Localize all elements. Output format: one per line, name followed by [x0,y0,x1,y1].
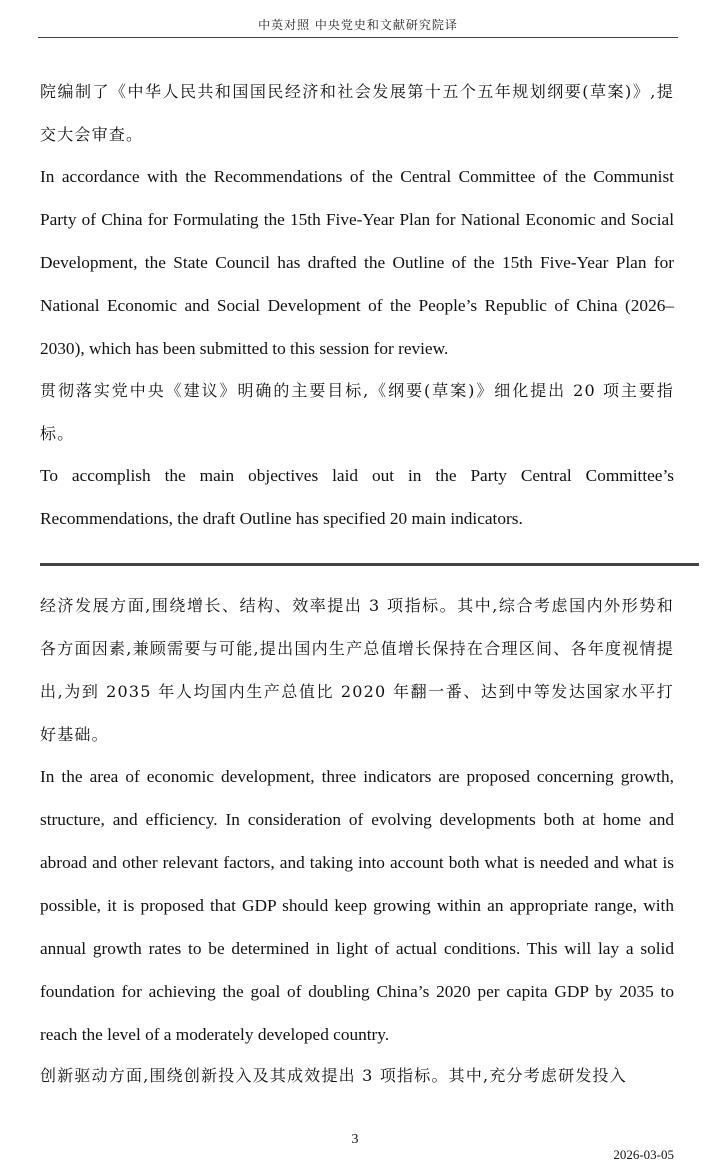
paragraph-zh-2: 贯彻落实党中央《建议》明确的主要目标,《纲要(草案)》细化提出 20 项主要指标。 [40,381,674,443]
paragraph-zh-4: 创新驱动方面,围绕创新投入及其成效提出 3 项指标。其中,充分考虑研发投入 [40,1066,627,1085]
page-header: 中英对照 中央党史和文献研究院译 [258,18,458,32]
footer-date: 2026-03-05 [613,1147,674,1162]
paragraph-zh-1: 院编制了《中华人民共和国国民经济和社会发展第十五个五年规划纲要(草案)》,提交大会审查。 [40,82,674,144]
paragraph-en-3: In the area of economic development, three indicators are proposed concerning growth, structure, and efficiency. In consideration of evolving developments both at home and abroad and other relevant factors, and taking into account both what is needed and what is possible, it is proposed that GDP should keep growing within an appropriate range, with annual growth rates to be determined in light of actual conditions. This will lay a solid foundation for achieving the goal of doubling China’s 2020 per capita GDP by 2035 to reach the level of a moderately developed country. [40,767,674,1044]
page-number: 3 [351,1132,359,1147]
section-divider [40,563,699,566]
paragraph-en-2: To accomplish the main objectives laid out in the Party Central Committee’s Recommendations, the draft Outline has specified 20 main indicators. [40,466,674,528]
paragraph-zh-3: 经济发展方面,围绕增长、结构、效率提出 3 项指标。其中,综合考虑国内外形势和各方面因素,兼顾需要与可能,提出国内生产总值增长保持在合理区间、各年度视情提出,为到 2035 年人均国内生产总值比 2020 年翻一番、达到中等发达国家水平打好基础。 [40,596,674,744]
paragraph-en-1: In accordance with the Recommendations of the Central Committee of the Communist Party of China for Formulating the 15th Five-Year Plan for National Economic and Social Development, the State Council has drafted the Outline of the 15th Five-Year Plan for National Economic and Social Development of the People’s Republic of China (2026–2030), which has been submitted to this session for review. [40,167,674,358]
header-rule [38,37,678,38]
